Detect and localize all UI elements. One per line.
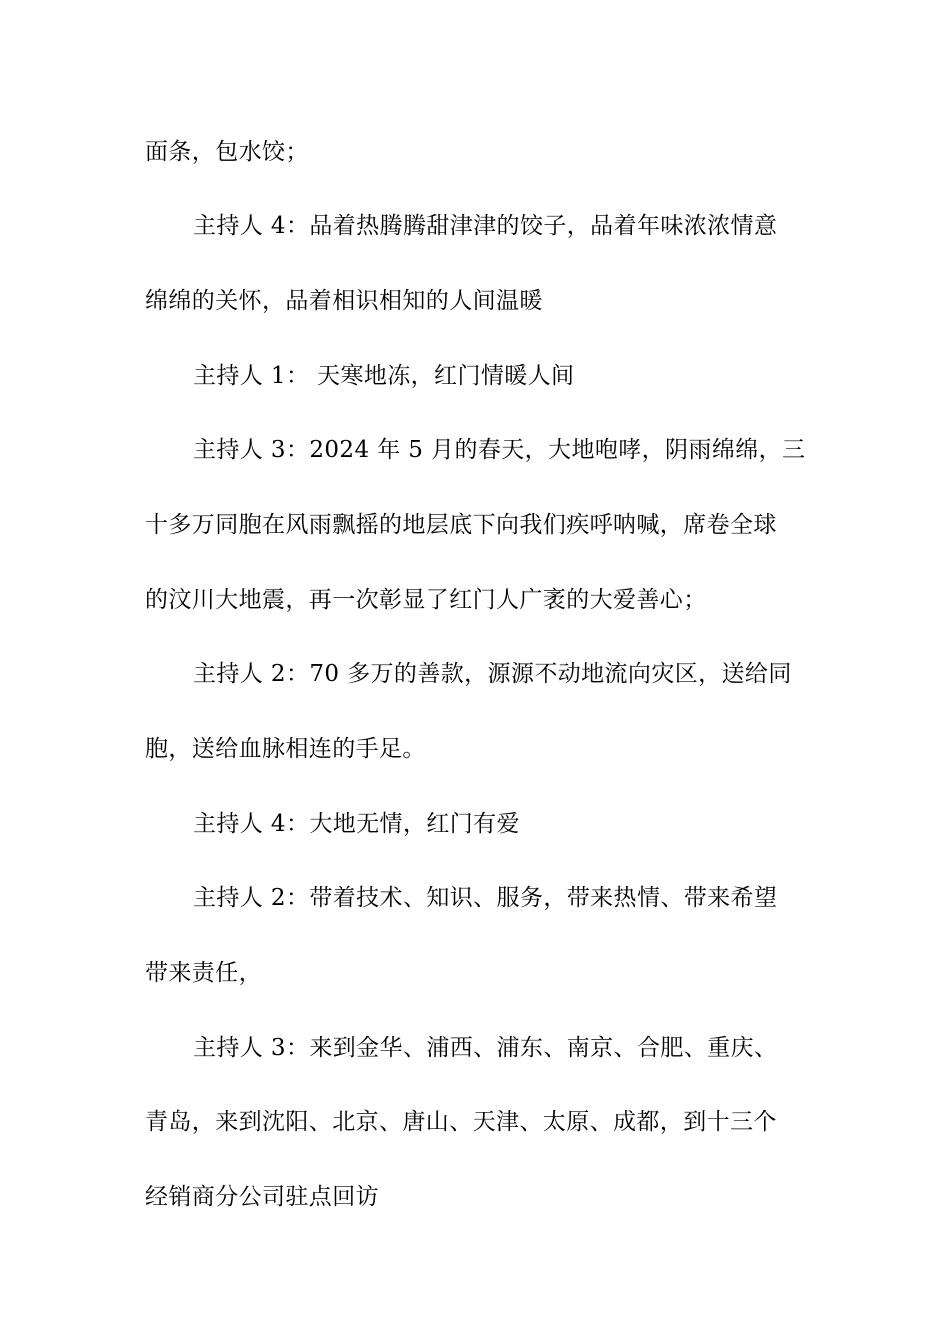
text-line: 主持人 1： 天寒地冻，红门情暖人间 — [193, 363, 575, 389]
text-line: 主持人 3：来到金华、浦西、浦东、南京、合肥、重庆、 — [193, 1035, 778, 1061]
text-line: 主持人 4：大地无情，红门有爱 — [193, 811, 520, 837]
text-line: 主持人 2：70 多万的善款，源源不动地流向灾区，送给同 — [193, 661, 792, 687]
text-line: 带来责任， — [145, 960, 262, 986]
text-line: 的汶川大地震，再一次彰显了红门人广袤的大爱善心； — [145, 587, 707, 613]
text-line: 胞，送给血脉相连的手足。 — [145, 736, 426, 762]
text-line: 主持人 2：带着技术、知识、服务，带来热情、带来希望 — [193, 885, 778, 911]
text-line: 绵绵的关怀，品着相识相知的人间温暖 — [145, 288, 543, 314]
text-line: 青岛，来到沈阳、北京、唐山、天津、太原、成都，到十三个 — [145, 1109, 777, 1135]
text-line: 主持人 4：品着热腾腾甜津津的饺子，品着年味浓浓情意 — [193, 213, 778, 239]
text-line: 十多万同胞在风雨飘摇的地层底下向我们疾呼呐喊，席卷全球 — [145, 512, 777, 538]
text-line: 面条，包水饺； — [145, 139, 309, 165]
text-line: 经销商分公司驻点回访 — [145, 1184, 379, 1210]
text-line: 主持人 3：2024 年 5 月的春天，大地咆哮，阴雨绵绵，三 — [193, 437, 806, 463]
